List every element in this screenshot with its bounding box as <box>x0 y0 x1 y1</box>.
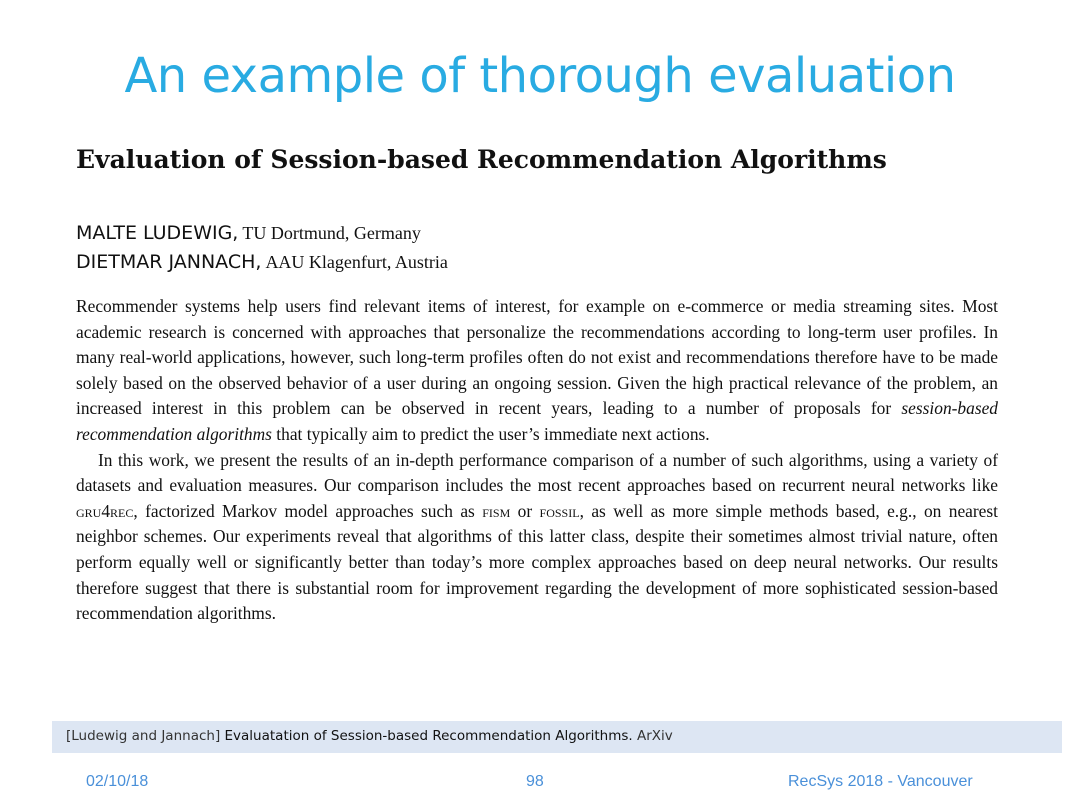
algorithm-name: fossil <box>539 500 580 521</box>
abstract-paragraph-2 <box>76 448 998 627</box>
author-affiliation: AAU Klagenfurt, Austria <box>265 252 448 272</box>
slide-title: An example of thorough evaluation <box>124 48 956 104</box>
author-name: DIETMAR JANNACH, <box>76 251 262 273</box>
author-line <box>76 251 448 273</box>
citation <box>66 728 673 744</box>
abstract-text: In this work, we present the results of an in-depth performance comparison of a number of such algorithms, using a variety of datasets and evaluation measures. Our comparison includes the most recent approaches based on recurrent neural networks like <box>76 449 998 496</box>
citation-venue: ArXiv <box>636 728 673 744</box>
author-line <box>76 222 421 244</box>
abstract-text: Recommender systems help users find relevant items of interest, for example on e-commerce or media streaming sites. Most academic research is concerned with approaches that personalize the recommendations according to long-term user profiles. In many real-world applications, however, such long-term profiles often do not exist and recommendations therefore have to be made solely based on the observed behavior of a user during an ongoing session. Given the high practical relevance of the problem, an increased interest in this problem can be observed in recent years, leading to a number of proposals for <box>76 296 998 419</box>
abstract-text: that typically aim to predict the user’s immediate next actions. <box>271 423 710 444</box>
abstract-text: , factorized Markov model approaches such as <box>133 500 483 521</box>
abstract-paragraph-1 <box>76 294 998 448</box>
algorithm-name: fism <box>482 500 511 521</box>
paper-abstract <box>76 294 998 627</box>
abstract-text: or <box>510 500 540 521</box>
abstract-text: , as well as more simple methods based, e.g., on nearest neighbor schemes. Our experiments reveal that algorithms of this latter class, despite their sometimes almost trivial nature, often perform equally well or significantly better than today’s more complex approaches based on deep neural networks. Our results therefore suggest that there is substantial room for improvement regarding the development of more sophisticated session-based recommendation algorithms. <box>76 500 998 624</box>
paper-title: Evaluation of Session-based Recommendation Algorithms <box>76 145 887 174</box>
abstract-emphasis: session-based recommendation algorithms <box>76 398 998 444</box>
author-name: MALTE LUDEWIG, <box>76 222 239 244</box>
algorithm-name: gru4rec <box>76 500 134 521</box>
citation-paper-title: Evaluatation of Session-based Recommendation Algorithms. <box>224 728 633 744</box>
citation-ref: [Ludewig and Jannach] <box>66 728 221 744</box>
author-affiliation: TU Dortmund, Germany <box>242 223 421 243</box>
footer-page-number: 98 <box>526 773 544 790</box>
footer-venue: RecSys 2018 - Vancouver <box>788 773 973 790</box>
footer-date: 02/10/18 <box>86 773 149 790</box>
